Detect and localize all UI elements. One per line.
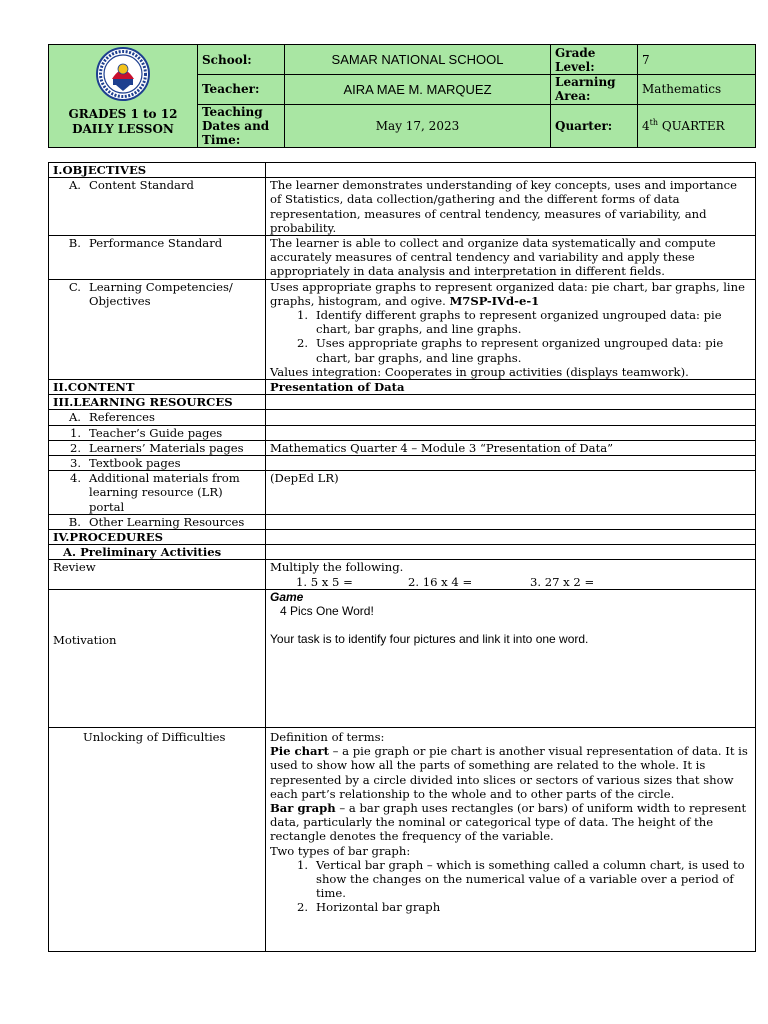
other-resources-label: B. Other Learning Resources (49, 514, 266, 529)
teaching-dates-value: May 17, 2023 (285, 104, 551, 147)
teachers-guide-label: 1. Teacher’s Guide pages (49, 425, 266, 440)
additional-materials-value: (DepEd LR) (266, 471, 756, 515)
content-standard-label: A. Content Standard (49, 178, 266, 236)
list-item: 1. Vertical bar graph – which is something called a column chart, is used to show the changes on the numerical value of a variable over a period of time. (296, 857, 745, 901)
content-heading: II.CONTENT (49, 380, 266, 395)
review-question: 1. 5 x 5 = (296, 574, 353, 589)
quarter-value: 4th QUARTER (638, 104, 756, 147)
learning-area-value: Mathematics (638, 75, 756, 104)
bar-graph-term: Bar graph (270, 800, 336, 815)
list-item: 2. Uses appropriate graphs to represent organized ungrouped data: pie chart, bar graphs, and line graphs. (296, 336, 724, 365)
review-label: Review (49, 560, 266, 589)
teacher-label: Teacher: (198, 75, 285, 104)
pie-chart-term: Pie chart (270, 744, 329, 759)
learners-materials-value: Mathematics Quarter 4 – Module 3 “Presentation of Data” (266, 440, 756, 455)
list-item: 1. Identify different graphs to represent organized ungrouped data: pie chart, bar graphs, and line graphs. (296, 308, 722, 337)
review-question: 2. 16 x 4 = (408, 574, 473, 589)
motivation-label: Motivation (49, 589, 266, 727)
competency-code: M7SP-IVd-e-1 (449, 293, 540, 308)
deped-seal-cell (49, 45, 198, 148)
lesson-plan-table (48, 162, 756, 952)
grades-title: GRADES 1 to 12 (68, 107, 178, 121)
performance-standard-label: B. Performance Standard (49, 236, 266, 280)
school-value: SAMAR NATIONAL SCHOOL (285, 45, 551, 75)
textbook-pages-label: 3. Textbook pages (49, 456, 266, 471)
review-content: Multiply the following. 1. 5 x 5 = 2. 16 x 4 = 3. 27 x 2 = (266, 560, 756, 589)
performance-standard-text: The learner is able to collect and organize data systematically and compute accurately measures of central tendency and variability and apply these appropriately in data analysis and interpretation in different fields. (266, 236, 756, 280)
school-label: School: (198, 45, 285, 75)
values-integration: Values integration: Cooperates in group activities (displays teamwork). (270, 364, 689, 379)
unlocking-difficulties-content: Definition of terms: Pie chart – a pie graph or pie chart is another visual representation of data. It is used to show how all the parts of something are related to the whole. It is represented by a circle divided into slices or sectors of various sizes that show each part’s relationship to the whole and to other parts of the circle. Bar graph – a bar graph uses rectangles (or bars) of uniform width to represent data, particularly the nominal or categorical type of data. The height of the rectangle denotes the frequency of the variable. Two types of bar graph: 1. Vertical bar graph – which is something called a column chart, is used to show the changes on the numerical value of a variable over a period of time. 2. Horizontal bar graph (266, 727, 756, 951)
teaching-dates-label: Teaching Dates and Time: (198, 104, 285, 147)
objectives-heading: I.OBJECTIVES (49, 163, 266, 178)
additional-materials-label: 4. Additional materials from learning resource (LR) portal (49, 471, 266, 515)
motivation-content: Game 4 Pics One Word! Your task is to identify four pictures and link it into one word. (266, 589, 756, 727)
list-item: 2. Horizontal bar graph (296, 900, 441, 915)
grade-level-value: 7 (638, 45, 756, 75)
quarter-label: Quarter: (551, 104, 638, 147)
content-value: Presentation of Data (266, 380, 756, 395)
learners-materials-label: 2. Learners’ Materials pages (49, 440, 266, 455)
content-standard-text: The learner demonstrates understanding of key concepts, uses and importance of Statistics, data collection/gathering and the different forms of data representation, measures of central tendency, measures of variability, and probability. (266, 178, 756, 236)
grade-level-label: Grade Level: (551, 45, 638, 75)
unlocking-difficulties-label: Unlocking of Difficulties (49, 727, 266, 951)
preliminary-activities-label: A. Preliminary Activities (49, 545, 266, 560)
learning-resources-heading: III.LEARNING RESOURCES (49, 395, 266, 410)
daily-lesson-title: DAILY LESSON (72, 122, 174, 136)
learning-competencies-label: C. Learning Competencies/ Objectives (49, 279, 266, 379)
lesson-header-table (48, 44, 756, 148)
review-question: 3. 27 x 2 = (530, 574, 595, 589)
learning-area-label: Learning Area: (551, 75, 638, 104)
teacher-value: AIRA MAE M. MARQUEZ (285, 75, 551, 104)
learning-competencies-text: Uses appropriate graphs to represent organized data: pie chart, bar graphs, line graphs, histogram, and ogive. M7SP-IVd-e-1 1. Identify different graphs to represent organized ungrouped data: pie chart, bar graphs, and line graphs. 2. Uses appropriate graphs to represent organized ungrouped data: pie chart, bar graphs, and line graphs. Values integration: Cooperates in group activities (displays teamwork). (266, 279, 756, 379)
procedures-heading: IV.PROCEDURES (49, 530, 266, 545)
references-label: A. References (49, 410, 266, 425)
deped-seal-icon (96, 47, 150, 101)
